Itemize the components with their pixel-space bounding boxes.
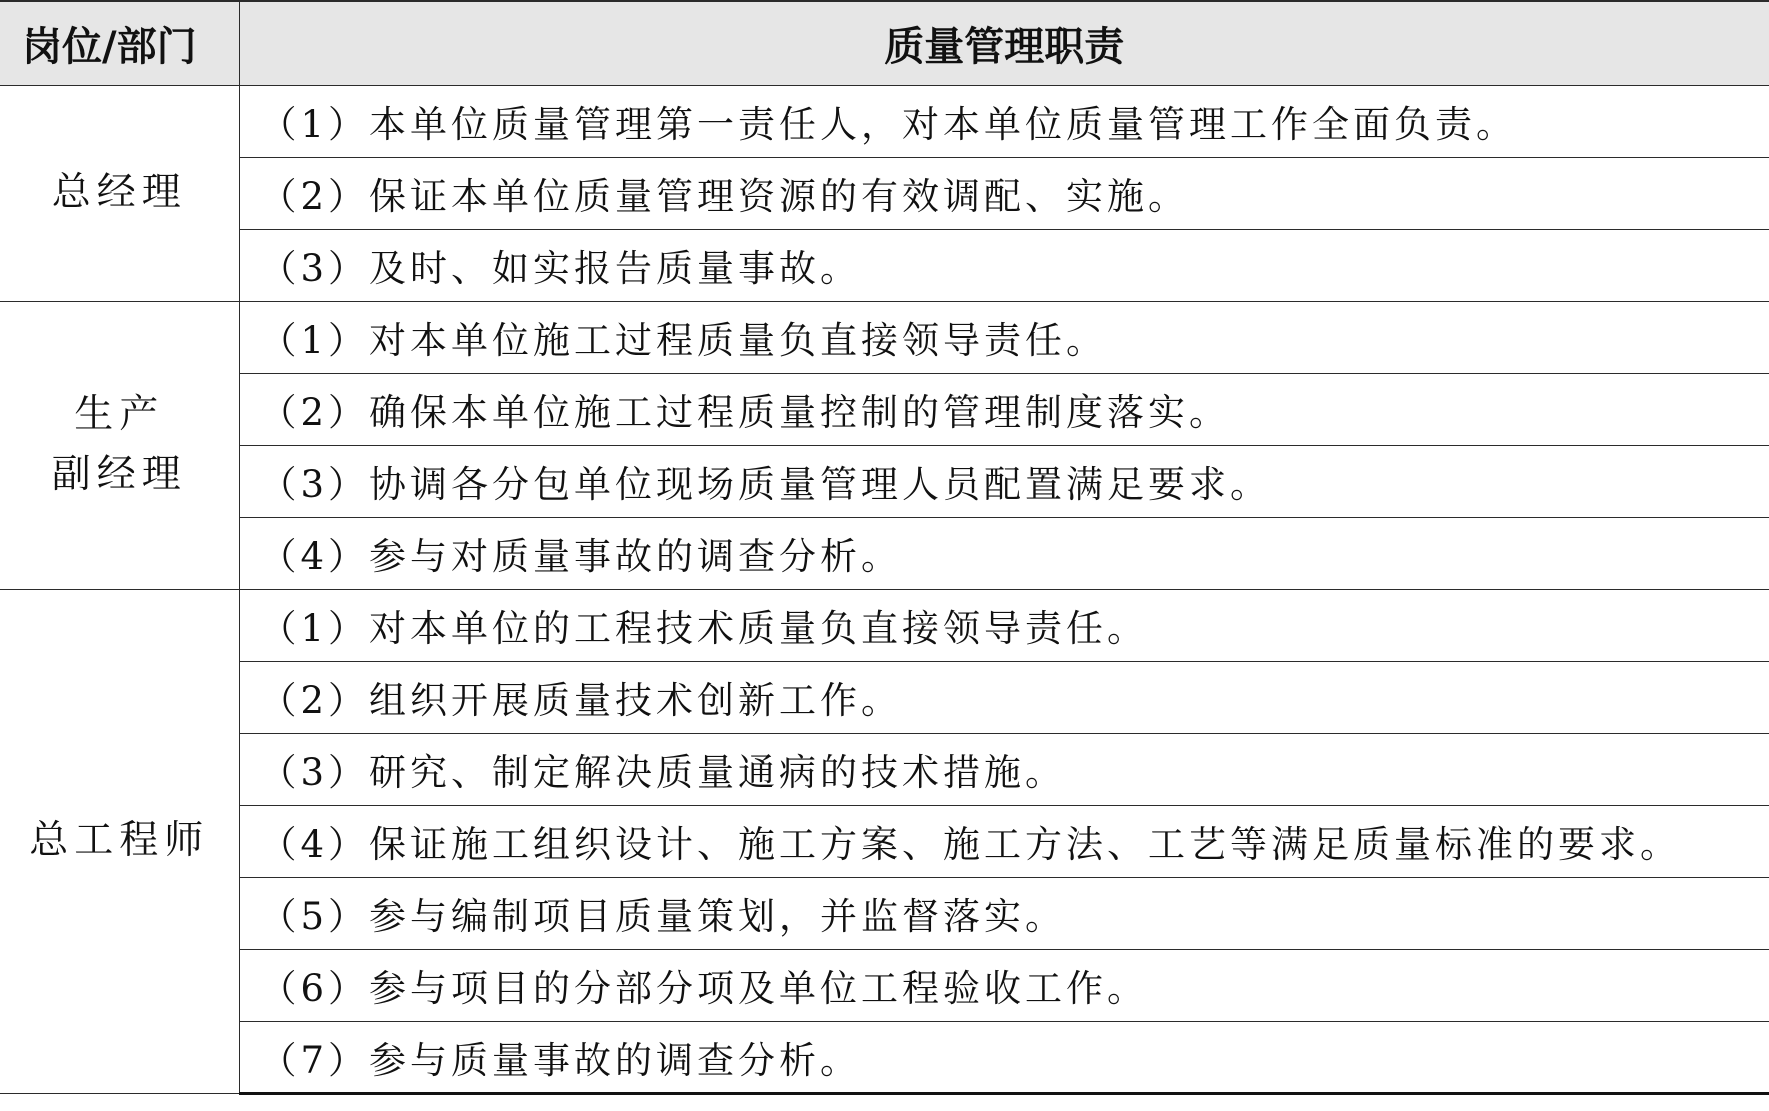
role-label: 总经理	[51, 170, 187, 215]
duty-text: （4）参与对质量事故的调查分析。	[259, 535, 903, 578]
duty-text: （2）确保本单位施工过程质量控制的管理制度落实。	[259, 391, 1231, 434]
table-row	[0, 589, 1769, 661]
duty-text: （3）研究、制定解决质量通病的技术措施。	[259, 751, 1067, 794]
duty-cell	[239, 805, 1769, 877]
duty-text: （2）组织开展质量技术创新工作。	[259, 679, 903, 722]
role-cell	[0, 589, 239, 1093]
table-row	[0, 877, 1769, 949]
header-duty: 质量管理职责	[239, 1, 1769, 85]
table-row	[0, 805, 1769, 877]
table-row	[0, 445, 1769, 517]
duty-text: （1）本单位质量管理第一责任人，对本单位质量管理工作全面负责。	[259, 103, 1518, 146]
duty-text: （5）参与编制项目质量策划，并监督落实。	[259, 895, 1067, 938]
table-row	[0, 373, 1769, 445]
table-body	[0, 85, 1769, 1093]
table-header-row	[0, 1, 1769, 85]
duty-cell	[239, 517, 1769, 589]
duty-cell	[239, 733, 1769, 805]
duty-cell	[239, 229, 1769, 301]
table-row	[0, 157, 1769, 229]
duty-cell	[239, 85, 1769, 157]
duty-cell	[239, 1021, 1769, 1093]
duty-text: （1）对本单位的工程技术质量负直接领导责任。	[259, 607, 1149, 650]
duty-text: （3）及时、如实报告质量事故。	[259, 247, 862, 290]
duty-text: （1）对本单位施工过程质量负直接领导责任。	[259, 319, 1108, 362]
role-label: 总工程师	[29, 818, 210, 863]
header-role: 岗位/部门	[0, 1, 239, 85]
duty-text: （3）协调各分包单位现场质量管理人员配置满足要求。	[259, 463, 1272, 506]
role-cell	[0, 85, 239, 301]
duty-cell	[239, 445, 1769, 517]
table-row	[0, 229, 1769, 301]
role-label: 副经理	[51, 452, 187, 497]
duty-cell	[239, 949, 1769, 1021]
duty-cell	[239, 877, 1769, 949]
duty-text: （7）参与质量事故的调查分析。	[259, 1038, 862, 1082]
table-row	[0, 949, 1769, 1021]
duty-text: （6）参与项目的分部分项及单位工程验收工作。	[259, 967, 1149, 1010]
duty-cell	[239, 661, 1769, 733]
table-row	[0, 85, 1769, 157]
duty-text: （2）保证本单位质量管理资源的有效调配、实施。	[259, 175, 1190, 218]
table-row	[0, 301, 1769, 373]
table-row	[0, 1021, 1769, 1093]
duty-cell	[239, 589, 1769, 661]
role-label: 生产	[74, 392, 165, 437]
role-cell	[0, 301, 239, 589]
table-row	[0, 661, 1769, 733]
duty-cell	[239, 301, 1769, 373]
duty-cell	[239, 373, 1769, 445]
duty-text: （4）保证施工组织设计、施工方案、施工方法、工艺等满足质量标准的要求。	[259, 823, 1682, 866]
duty-cell	[239, 157, 1769, 229]
table-row	[0, 517, 1769, 589]
table-row	[0, 733, 1769, 805]
